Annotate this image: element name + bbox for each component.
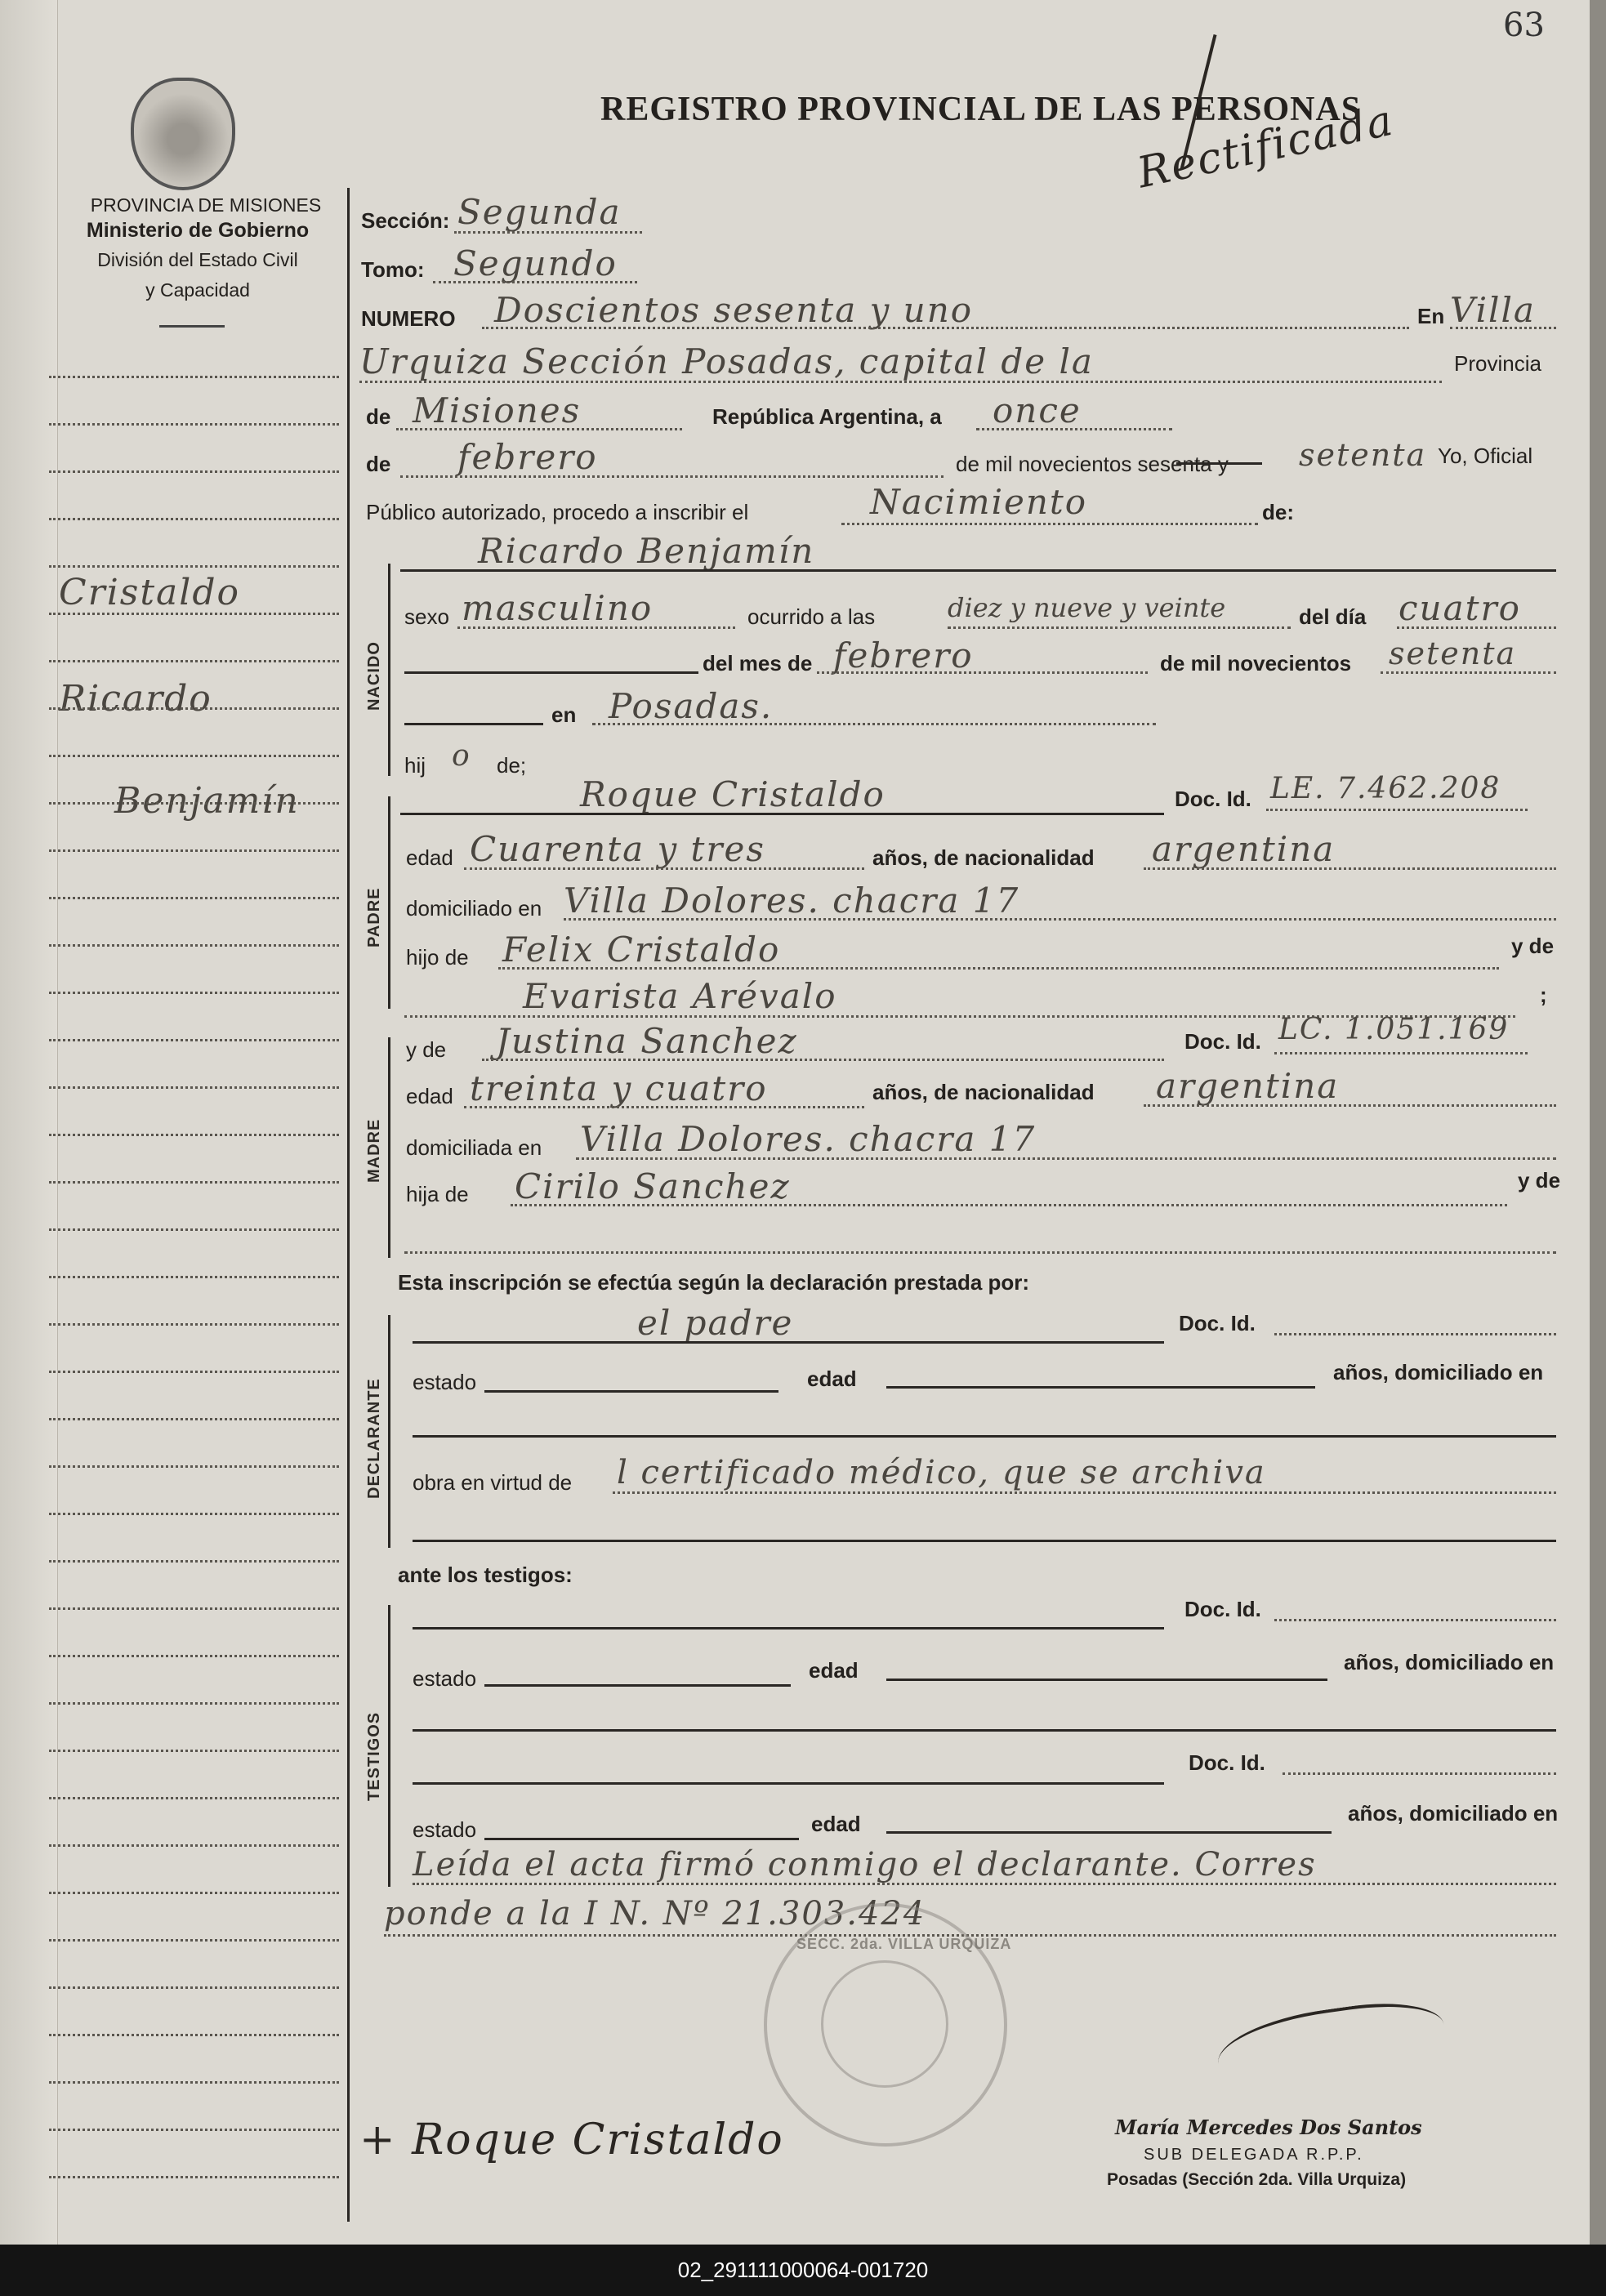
margin-rule-line [49, 1702, 339, 1705]
madre-dom-line [576, 1157, 1556, 1160]
lugar-nac-pre-line [404, 723, 543, 725]
padre-padre-value: Felix Cristaldo [502, 930, 781, 970]
madre-edad-value: treinta y cuatro [470, 1068, 768, 1108]
padre-madre-value: Evarista Arévalo [523, 976, 837, 1016]
margin-rule-line [49, 755, 339, 757]
margin-rule-line [49, 1418, 339, 1420]
margin-rule-line [49, 376, 339, 378]
madre-nombre-value: Justina Sanchez [496, 1021, 798, 1061]
testigo2-edad-label: edad [811, 1812, 861, 1836]
margin-name2: Benjamín [114, 780, 300, 822]
margin-rule-line [49, 1892, 339, 1894]
nacido-side-label: NACIDO [365, 641, 383, 711]
madre-edad-label: edad [406, 1084, 453, 1108]
testigos-bracket [388, 1605, 390, 1887]
margin-rule-line [49, 2129, 339, 2131]
margin-rule-line [49, 1323, 339, 1326]
madre-anos-label: años, de nacionalidad [872, 1080, 1095, 1104]
official-name: María Mercedes Dos Santos [1115, 2115, 1422, 2139]
sesenta-strike [1176, 462, 1262, 465]
margin-rule-line [49, 802, 339, 805]
numero-line [482, 327, 1409, 329]
en-value: Villa [1450, 290, 1536, 330]
padre-anos-label: años, de nacionalidad [872, 845, 1095, 870]
madre-nac-line [1144, 1104, 1556, 1107]
margin-rule-line [49, 1086, 339, 1089]
numero-label: NUMERO [361, 306, 456, 331]
margin-rule-line [49, 1181, 339, 1184]
en-label: En [1417, 304, 1445, 328]
margin-rule-line [49, 1039, 339, 1041]
provincia-value: Misiones [413, 390, 582, 430]
testigo2-line [413, 1782, 1164, 1785]
dia-a-line [976, 428, 1172, 430]
obra-label: obra en virtud de [413, 1470, 573, 1495]
testigo2-doc-line [1283, 1772, 1556, 1775]
provincia-line [396, 428, 682, 430]
declarante-estado-line [484, 1390, 778, 1393]
lugar-nac-value: Posadas. [609, 686, 774, 726]
madre-edad-line [464, 1106, 864, 1108]
margin-rule-line [49, 1986, 339, 1989]
margin-rule-line [49, 1134, 339, 1136]
del-mes-label: del mes de [703, 651, 813, 675]
padre-dom-label: domiciliado en [406, 896, 542, 921]
padre-hijo-label: hijo de [406, 945, 469, 970]
margin-rule-line [49, 1797, 339, 1799]
obra-line [613, 1491, 1556, 1494]
margin-rule-line [49, 2176, 339, 2178]
madre-side-label: MADRE [365, 1118, 383, 1183]
lugar-line [359, 381, 1442, 383]
mes-nac-line [817, 671, 1148, 674]
hij-label: hij [404, 753, 426, 778]
margin-rule-line [49, 992, 339, 994]
hij-de-label: de; [497, 753, 527, 778]
margin-rule-line [49, 1228, 339, 1231]
anio-nac-value: setenta [1389, 635, 1517, 671]
margin-rule-line [49, 1560, 339, 1563]
margin-rule-line [49, 470, 339, 473]
seccion-value: Segunda [457, 192, 622, 232]
declarant-signature: + Roque Cristaldo [359, 2115, 784, 2164]
madre-y-de-label: y de [406, 1037, 447, 1062]
margin-rule-line [49, 1607, 339, 1610]
official-title: SUB DELEGADA R.P.P. [1144, 2146, 1364, 2164]
testigo1-edad-line [886, 1679, 1327, 1681]
seccion-label: Sección: [361, 208, 450, 233]
mes-nac-pre-line [404, 671, 698, 674]
obra-value: l certificado médico, que se archiva [617, 1454, 1266, 1491]
en-lower-label: en [551, 702, 577, 727]
testigo2-estado-label: estado [413, 1817, 477, 1842]
padre-bracket [388, 796, 390, 1009]
padre-nombre-value: Roque Cristaldo [580, 774, 886, 814]
tomo-line [433, 281, 637, 283]
testigo2-estado-line [484, 1838, 799, 1840]
padre-y-de-label: y de [1511, 934, 1555, 958]
madre-doc-line [1274, 1052, 1528, 1054]
testigo1-doc-line [1274, 1619, 1556, 1621]
padre-edad-line [464, 867, 864, 870]
cierre-line1-rule [413, 1883, 1556, 1885]
del-dia-label: del día [1299, 604, 1367, 629]
margin-rule-line [49, 1371, 339, 1373]
de-label-2: de [366, 452, 391, 476]
dia-a-value: once [993, 390, 1082, 430]
padre-doc-label: Doc. Id. [1175, 787, 1251, 811]
acto-line [841, 523, 1258, 525]
testigo1-anos-label: años, domiciliado en [1344, 1650, 1555, 1674]
padre-side-label: PADRE [365, 887, 383, 947]
madre-nombre-line [482, 1059, 1164, 1061]
declarante-side-label: DECLARANTE [365, 1378, 383, 1499]
hij-suffix: o [452, 739, 471, 773]
padre-dom-line [564, 918, 1556, 921]
sexo-value: masculino [462, 588, 654, 628]
margin-rule-line [49, 897, 339, 899]
margin-rule-line [49, 2034, 339, 2036]
dia-line [1397, 626, 1556, 629]
madre-nac-value: argentina [1156, 1066, 1340, 1106]
declarante-dom-line [413, 1435, 1556, 1438]
provincia-label: Provincia [1454, 351, 1541, 376]
testigo1-estado-label: estado [413, 1666, 477, 1691]
testigo2-edad-line [886, 1831, 1332, 1834]
padre-nombre-line [400, 813, 1164, 815]
dia-value: cuatro [1399, 588, 1521, 628]
padre-padre-line [498, 967, 1499, 970]
document-title: REGISTRO PROVINCIAL DE LAS PERSONAS [600, 91, 1362, 128]
yo-oficial-label: Yo, Oficial [1438, 444, 1533, 468]
margin-rule-line [49, 518, 339, 520]
madre-bracket [388, 1037, 390, 1258]
madre-doc-value: LC. 1.051.169 [1278, 1013, 1510, 1046]
testigo2-doc-label: Doc. Id. [1189, 1750, 1265, 1775]
ocurrido-label: ocurrido a las [747, 604, 876, 629]
margin-rule-line [49, 1276, 339, 1278]
capacidad-label: y Capacidad [145, 279, 250, 301]
testigo1-edad-label: edad [809, 1658, 859, 1683]
margin-rule [347, 188, 350, 2222]
padre-nac-line [1144, 867, 1556, 870]
declarante-bracket [388, 1315, 390, 1548]
rectificada-annotation: Rectificada [1133, 96, 1399, 198]
lugar-value: Urquiza Sección Posadas, capital de la [359, 341, 1094, 381]
madre-dom-value: Villa Dolores. chacra 17 [580, 1119, 1037, 1159]
margin-surname: Cristaldo [59, 572, 240, 613]
semicolon-label: ; [1540, 983, 1547, 1007]
margin-rule-line [49, 660, 339, 662]
testigo1-line [413, 1627, 1164, 1629]
hora-line [948, 626, 1291, 629]
division-label: División del Estado Civil [97, 249, 298, 270]
declarante-doc-label: Doc. Id. [1179, 1311, 1256, 1335]
en-line [1450, 327, 1556, 329]
mil-nov-label-1: de mil novecientos [1160, 651, 1352, 675]
republica-label: República Argentina, a [712, 404, 942, 429]
sexo-label: sexo [404, 604, 449, 629]
margin-rule-line [49, 849, 339, 852]
sexo-line [457, 626, 735, 629]
de-colon-label: de: [1262, 500, 1294, 524]
anio-value: setenta [1299, 437, 1427, 473]
mes-nac-value: febrero [833, 635, 974, 675]
padre-nac-value: argentina [1152, 829, 1336, 869]
margin-rule-line [49, 944, 339, 947]
official-seal-inner [821, 1960, 948, 2088]
margin-rule-line [49, 707, 339, 710]
province-label: PROVINCIA DE MISIONES [90, 194, 322, 216]
publico-label: Público autorizado, procedo a inscribir el [366, 500, 749, 524]
header-divider [159, 325, 225, 328]
testigos-label: ante los testigos: [398, 1563, 573, 1587]
padre-doc-line [1266, 809, 1528, 811]
margin-rule-line [49, 1939, 339, 1942]
tomo-label: Tomo: [361, 257, 425, 282]
testigos-side-label: TESTIGOS [365, 1711, 383, 1801]
declaracion-label: Esta inscripción se efectúa según la declaración prestada por: [398, 1270, 1030, 1295]
seal-text: SECC. 2da. VILLA URQUIZA [796, 1936, 1012, 1952]
cierre-line2: ponde a la I N. Nº 21.303.424 [384, 1895, 926, 1933]
anio-nac-line [1381, 671, 1556, 674]
madre-dom-label: domiciliada en [406, 1135, 542, 1160]
tomo-value: Segundo [453, 243, 618, 283]
madre-padre-line [511, 1204, 1507, 1206]
mil-nov-sesenta-label: de mil novecientos sesenta y [956, 452, 1229, 476]
padre-edad-value: Cuarenta y tres [470, 829, 765, 869]
padre-doc-value: LE. 7.462.208 [1270, 772, 1501, 805]
padre-edad-label: edad [406, 845, 453, 870]
declarante-edad-line [886, 1386, 1315, 1389]
nombre-value: Ricardo Benjamín [478, 531, 815, 571]
acto-value: Nacimiento [870, 482, 1088, 522]
madre-doc-label: Doc. Id. [1184, 1029, 1261, 1054]
official-signature-scribble [1213, 1994, 1450, 2102]
margin-rule-line [49, 423, 339, 426]
madre-padre-value: Cirilo Sanchez [515, 1166, 791, 1206]
page-number: 63 [1503, 7, 1545, 44]
margin-rule-line [49, 613, 339, 615]
numero-value: Doscientos sesenta y uno [494, 290, 974, 330]
declarante-edad-label: edad [807, 1366, 857, 1391]
official-place: Posadas (Sección 2da. Villa Urquiza) [1107, 2170, 1407, 2189]
cierre-line1: Leída el acta firmó conmigo el declarante. Corres [413, 1846, 1317, 1884]
declarante-doc-line [1274, 1333, 1556, 1335]
nombre-line [400, 569, 1556, 572]
seccion-line [454, 231, 642, 234]
mes-line [400, 475, 944, 478]
coat-of-arms-icon [131, 78, 235, 190]
nacido-bracket [388, 564, 390, 776]
margin-name1: Ricardo [59, 678, 212, 720]
testigo1-doc-label: Doc. Id. [1184, 1597, 1261, 1621]
margin-rule-line [49, 2081, 339, 2084]
declarante-line [413, 1341, 1164, 1344]
margin-rule-line [49, 1465, 339, 1468]
testigo1-estado-line [484, 1684, 791, 1687]
madre-hija-label: hija de [406, 1182, 469, 1206]
binding-spine [0, 0, 58, 2245]
testigo1-dom-line [413, 1729, 1556, 1732]
lugar-nac-line [592, 723, 1156, 725]
mes-value: febrero [457, 437, 598, 477]
madre-madre-line [404, 1251, 1556, 1254]
obra-line-2 [413, 1540, 1556, 1542]
padre-dom-value: Villa Dolores. chacra 17 [564, 881, 1020, 921]
margin-rule-line [49, 1655, 339, 1657]
image-id-footer: 02_291111000064-001720 [0, 2245, 1606, 2296]
declarante-estado-label: estado [413, 1370, 477, 1394]
hora-value: diez y nueve y veinte [948, 592, 1226, 623]
testigo2-anos-label: años, domiciliado en [1348, 1801, 1559, 1826]
declarante-anos-label: años, domiciliado en [1333, 1360, 1544, 1384]
de-label-1: de [366, 404, 391, 429]
margin-rule-line [49, 1844, 339, 1847]
margin-rule-line [49, 1513, 339, 1515]
margin-rule-line [49, 565, 339, 568]
madre-y-de-label-2: y de [1518, 1168, 1561, 1193]
declarante-value: el padre [637, 1303, 794, 1343]
margin-rule-line [49, 1750, 339, 1752]
ministry-label: Ministerio de Gobierno [86, 219, 310, 242]
